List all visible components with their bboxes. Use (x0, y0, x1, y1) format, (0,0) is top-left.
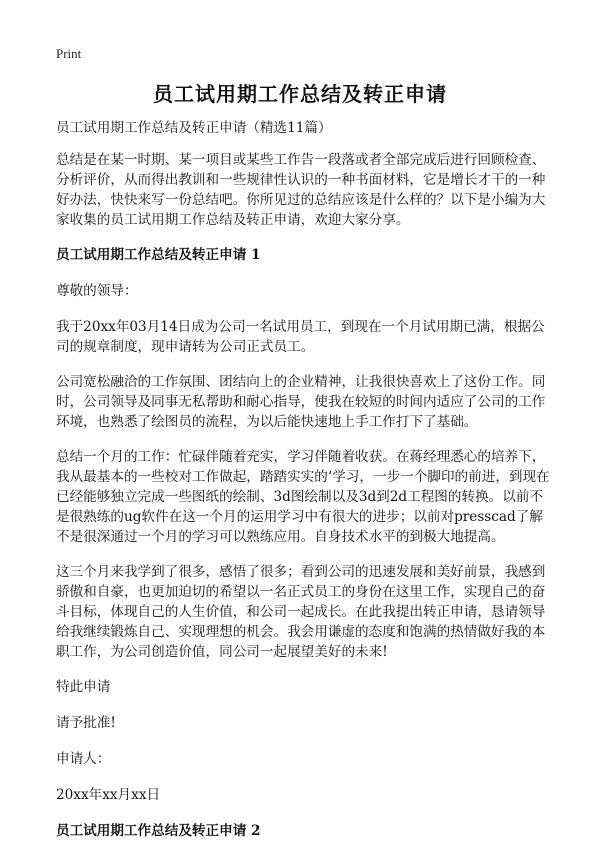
body-paragraph: 公司宽松融洽的工作氛围、团结向上的企业精神，让我很快喜欢上了这份工作。同时，公司领导及同事无私帮助和耐心指导，使我在较短的时间内适应了公司的工作环境，也熟悉了绘图员的流程，为以后能快速地上手工作打下了基础。 (56, 374, 546, 430)
body-paragraph: 总结一个月的工作：忙碌伴随着充实，学习伴随着收获。在蒋经理悉心的培养下，我从最基本的一些校对工作做起，踏踏实实的‘学习，一步一个脚印的前进，到现在已经能够独立完成一些图纸的绘制、3d图绘制以及3d到2d工程图的转换。以前不是很熟练的ug软件在这一个月的运用学习中有很大的进步；以前对presscad了解不是很深通过一个月的学习可以熟练应用。自身技术水平的到极大地提高。 (56, 449, 550, 545)
date-line: 20xx年xx月xx日 (56, 787, 161, 803)
section-heading-1: 员工试用期工作总结及转正申请 1 (56, 247, 261, 263)
applicant-line: 申请人： (56, 751, 111, 767)
page-title: 员工试用期工作总结及转正申请 (153, 82, 447, 106)
section-heading-2: 员工试用期工作总结及转正申请 2 (56, 823, 261, 839)
request-line: 请予批准! (56, 715, 116, 731)
document-body (56, 118, 550, 857)
closing-line: 特此申请 (56, 679, 111, 695)
salutation: 尊敬的领导： (56, 283, 138, 299)
print-link[interactable]: Print (56, 46, 82, 61)
body-paragraph: 我于20xx年03月14日成为公司一名试用员工，到现在一个月试用期已满，根据公司的规章制度，现申请转为公司正式员工。 (56, 319, 545, 355)
intro-paragraph: 总结是在某一时期、某一项目或某些工作告一段落或者全部完成后进行回顾检查、分析评价，从而得出教训和一些规律性认识的一种书面材料，它是增长才干的一种好办法，快快来写一份总结吧。你所见过的总结应该是什么样的？以下是小编为大家收集的员工试用期工作总结及转正申请，欢迎大家分享。 (56, 152, 546, 228)
document-subtitle: 员工试用期工作总结及转正申请（精选11篇） (56, 120, 332, 136)
body-paragraph: 这三个月来我学到了很多，感悟了很多；看到公司的迅速发展和美好前景，我感到骄傲和自豪，也更加迫切的希望以一名正式员工的身份在这里工作，实现自己的奋斗目标，体现自己的人生价值，和公司一起成长。在此我提出转正申请，恳请领导给我继续锻炼自己、实现理想的机会。我会用谦虚的态度和饱满的热情做好我的本职工作，为公司创造价值，同公司一起展望美好的未来! (56, 564, 546, 660)
